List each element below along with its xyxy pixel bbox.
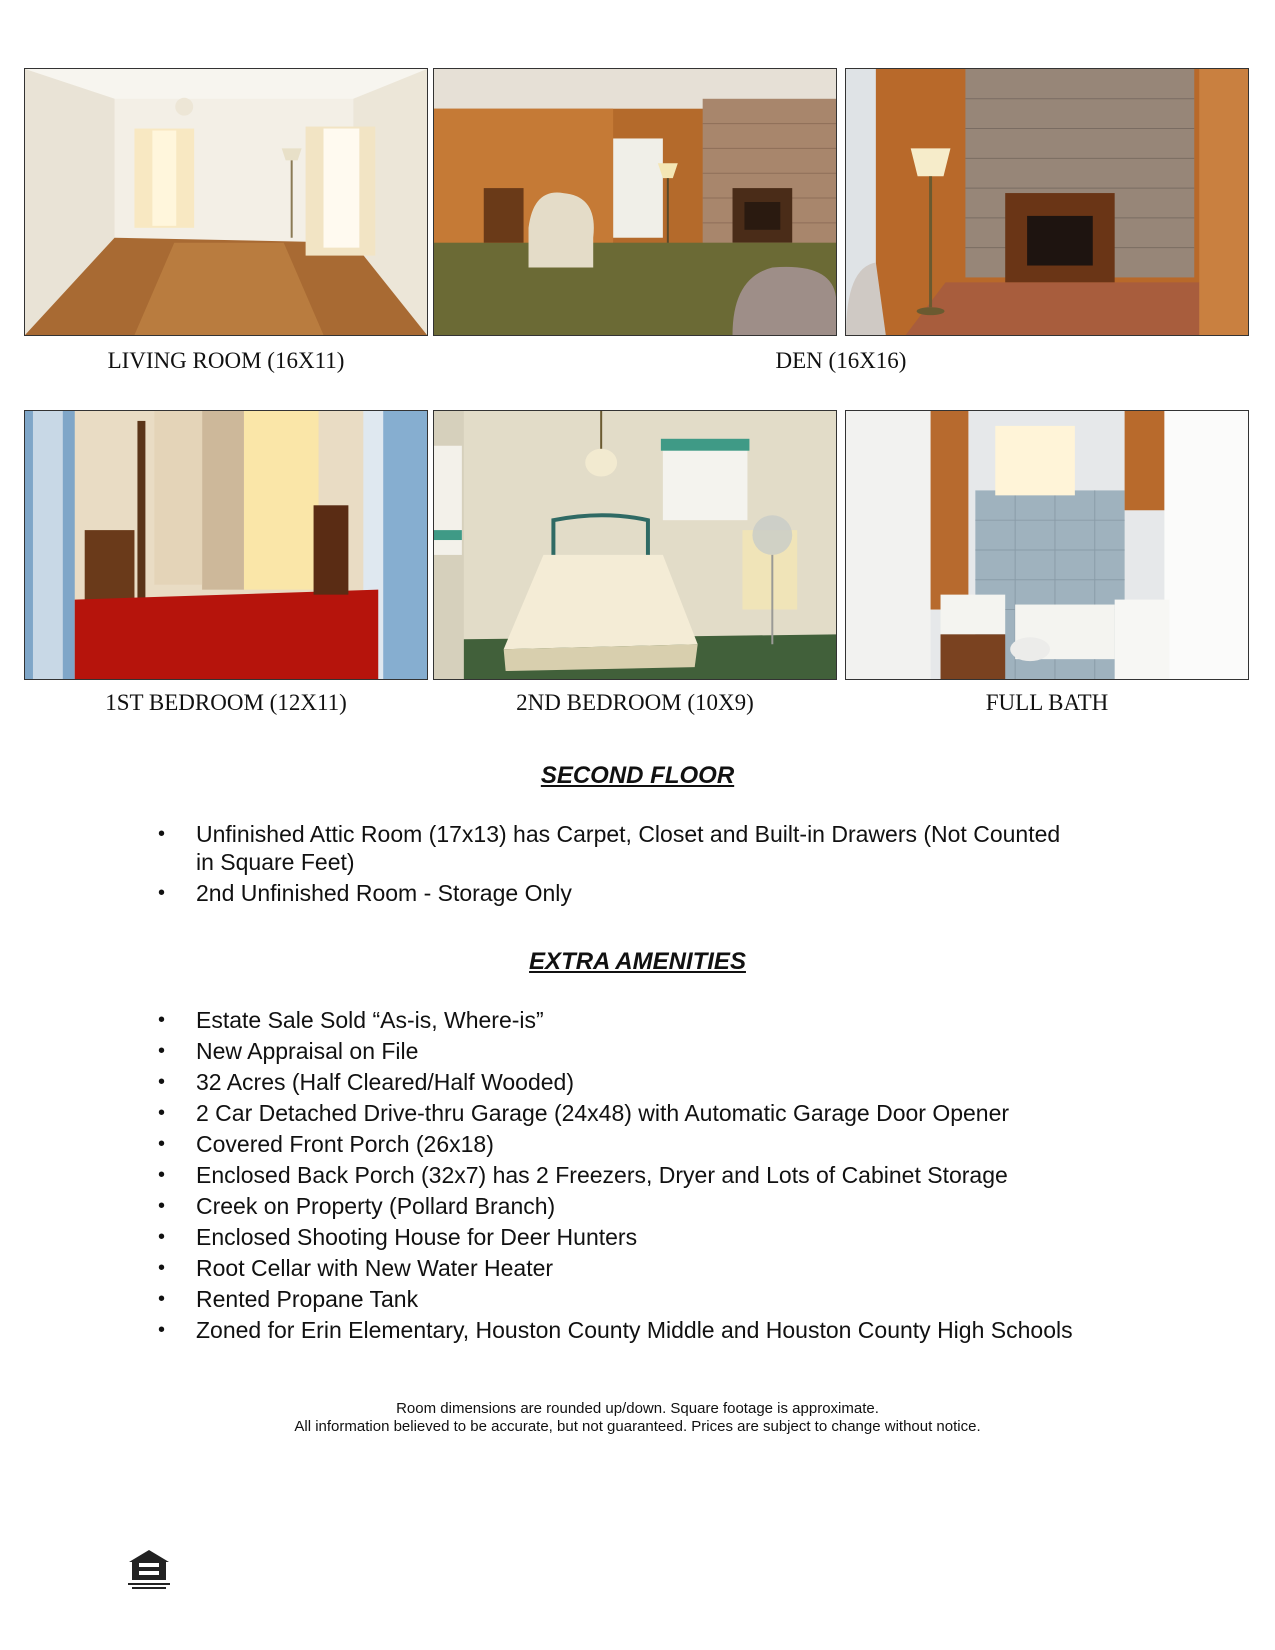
- second-floor-list: [158, 820, 1076, 910]
- den-photo-2: [845, 68, 1249, 336]
- list-item: • Enclosed Back Porch (32x7) has 2 Freezers, Dryer and Lots of Cabinet Storage: [158, 1161, 1076, 1189]
- list-item: • Rented Propane Tank: [158, 1285, 1076, 1313]
- living-room-caption: LIVING ROOM (16X11): [107, 348, 345, 373]
- full-bath-photo: [845, 410, 1249, 680]
- list-item: • 2nd Unfinished Room - Storage Only: [158, 879, 1076, 907]
- first-bedroom-caption: 1ST BEDROOM (12X11): [105, 690, 347, 715]
- disclaimer: [0, 1400, 1275, 1436]
- extra-amenities-list: [158, 1006, 1076, 1347]
- list-item: • 2 Car Detached Drive-thru Garage (24x48) with Automatic Garage Door Opener: [158, 1099, 1076, 1127]
- second-bedroom-photo: [433, 410, 837, 680]
- list-item: • Zoned for Erin Elementary, Houston County Middle and Houston County High Schools: [158, 1316, 1076, 1344]
- den-photo-1: [433, 68, 837, 336]
- extra-amenities-title: EXTRA AMENITIES: [529, 948, 746, 975]
- disclaimer-line-2: All information believed to be accurate, but not guaranteed. Prices are subject to change without notice.: [294, 1418, 981, 1435]
- den-caption: DEN (16X16): [775, 348, 907, 373]
- living-room-photo: [24, 68, 428, 336]
- list-item: • Covered Front Porch (26x18): [158, 1130, 1076, 1158]
- list-item: • Root Cellar with New Water Heater: [158, 1254, 1076, 1282]
- disclaimer-line-1: Room dimensions are rounded up/down. Square footage is approximate.: [396, 1400, 879, 1417]
- second-bedroom-caption: 2ND BEDROOM (10X9): [516, 690, 754, 715]
- first-bedroom-photo: [24, 410, 428, 680]
- list-item: • New Appraisal on File: [158, 1037, 1076, 1065]
- list-item: • 32 Acres (Half Cleared/Half Wooded): [158, 1068, 1076, 1096]
- equal-housing-opportunity-icon: [126, 1548, 172, 1592]
- full-bath-caption: FULL BATH: [985, 690, 1109, 715]
- second-floor-title: SECOND FLOOR: [540, 762, 735, 789]
- list-item: • Creek on Property (Pollard Branch): [158, 1192, 1076, 1220]
- list-item: • Estate Sale Sold “As-is, Where-is”: [158, 1006, 1076, 1034]
- list-item: • Unfinished Attic Room (17x13) has Carpet, Closet and Built-in Drawers (Not Counted in Square Feet): [158, 820, 1076, 876]
- list-item: • Enclosed Shooting House for Deer Hunters: [158, 1223, 1076, 1251]
